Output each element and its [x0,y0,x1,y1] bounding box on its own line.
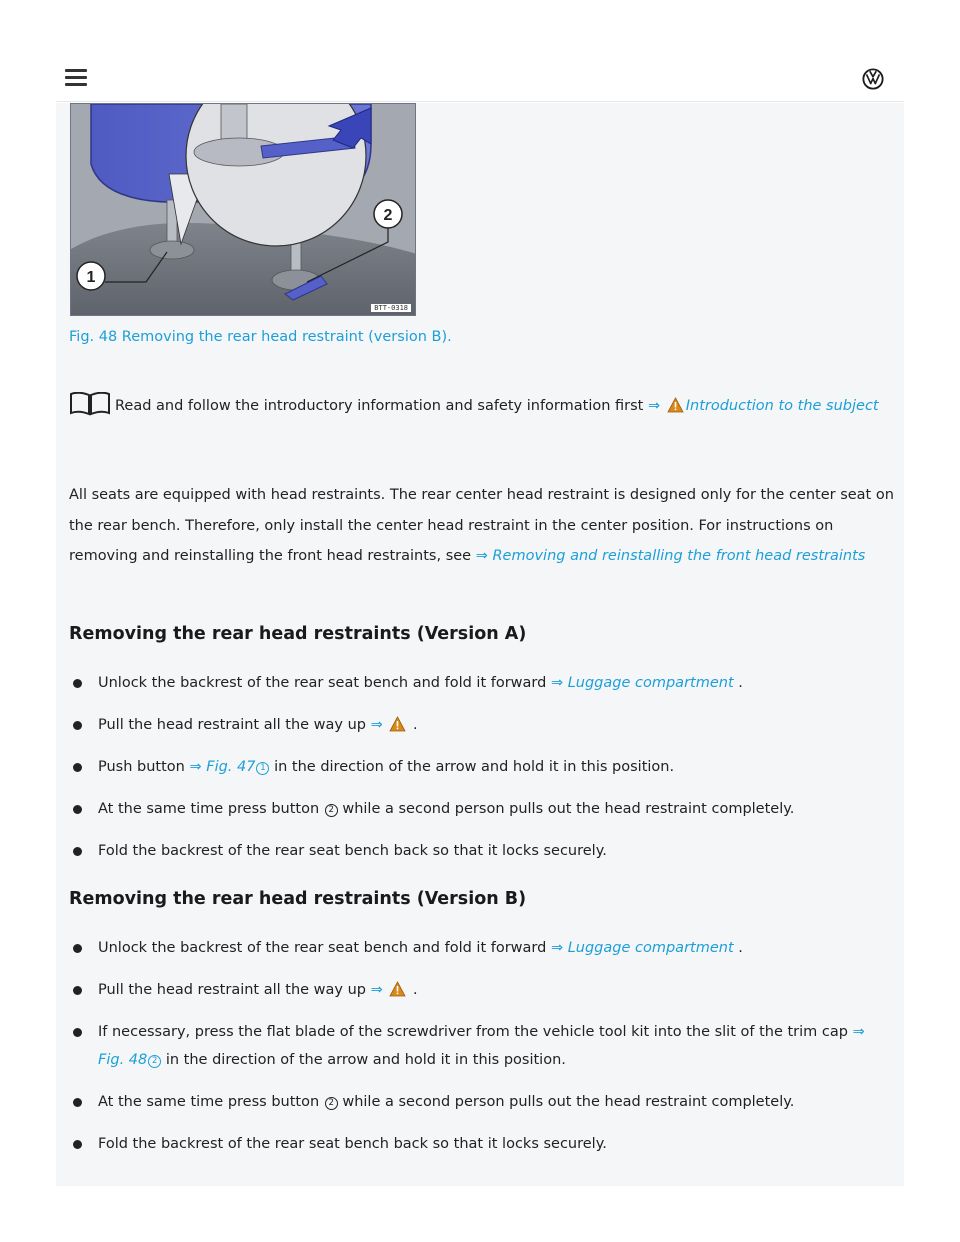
step-text: At the same time press button [98,801,324,817]
step-link[interactable]: ⇒ [370,717,383,733]
step-text: At the same time press button [98,1094,324,1110]
list-item [69,753,894,781]
callout-1: 1 [86,269,96,286]
warning-triangle-icon[interactable] [667,397,684,413]
intro-link-introduction[interactable]: Introduction to the subject [685,398,879,414]
step-link[interactable]: ⇒ Fig. 47 [189,759,256,775]
intro-note [69,392,894,420]
body-paragraph [69,480,894,572]
list-item [69,1018,894,1074]
step-text: Unlock the backrest of the rear seat bench and fold it forward [98,675,551,691]
step-text-end: . [408,717,418,733]
step-text: Pull the head restraint all the way up [98,982,371,998]
list-item [69,976,894,1004]
figure-caption: Fig. 48 Removing the rear head restraint (version B). [69,329,452,345]
button-number-badge: 2 [148,1055,161,1068]
step-text-end: . [733,675,743,691]
intro-text: Read and follow the introductory information and safety information first [115,398,644,414]
list-item [69,795,894,823]
step-text-end: while a second person pulls out the head restraint completely. [337,801,795,817]
intro-arrow[interactable]: ⇒ [647,398,661,414]
list-item [69,669,894,697]
callout-2: 2 [383,207,393,224]
heading-version-b: Removing the rear head restraints (Version B) [69,889,527,909]
steps-version-b [69,934,894,1172]
list-item [69,711,894,739]
figure-head-restraint-image [70,103,416,316]
button-number-badge: 2 [325,804,338,817]
top-bar [56,52,904,102]
steps-version-a [69,669,894,879]
button-number-badge: 2 [325,1097,338,1110]
step-link[interactable]: ⇒ [370,982,383,998]
content-panel [56,103,904,1186]
vw-logo-icon[interactable] [862,68,884,90]
step-text: If necessary, press the flat blade of the screwdriver from the vehicle tool kit into the slit of the trim cap [98,1024,853,1040]
heading-version-a: Removing the rear head restraints (Version A) [69,624,527,644]
list-item [69,934,894,962]
step-text: Push button [98,759,190,775]
open-book-icon [69,392,111,416]
body-text: All seats are equipped with head restraints. The rear center head restraint is designed only for the center seat on the rear bench. Therefore, only install the center head restraint in the center position. For instructions on removing and reinstalling the front head restraints, see [69,487,894,564]
step-text-end: in the direction of the arrow and hold it in this position. [161,1052,566,1068]
warning-triangle-icon[interactable] [389,981,406,997]
step-text: Fold the backrest of the rear seat bench back so that it locks securely. [98,843,607,859]
step-text: Unlock the backrest of the rear seat bench and fold it forward [98,940,551,956]
hamburger-menu-icon[interactable] [65,69,87,89]
list-item [69,1088,894,1116]
step-text-end: . [408,982,418,998]
step-link[interactable]: ⇒ Luggage compartment [550,940,734,956]
button-number-badge: 1 [256,762,269,775]
step-text: Pull the head restraint all the way up [98,717,371,733]
step-text-end: in the direction of the arrow and hold it in this position. [269,759,675,775]
body-link-front-head-restraints[interactable]: ⇒ Removing and reinstalling the front head restraints [475,548,866,564]
step-link[interactable]: ⇒ Luggage compartment [550,675,734,691]
list-item [69,837,894,865]
step-link[interactable]: ⇒ Fig. 48 [98,1024,865,1068]
list-item [69,1130,894,1158]
step-text-end: . [733,940,743,956]
step-text-end: while a second person pulls out the head restraint completely. [337,1094,795,1110]
warning-triangle-icon[interactable] [389,716,406,732]
figure-code: BTT-0318 [371,304,411,312]
step-text: Fold the backrest of the rear seat bench back so that it locks securely. [98,1136,607,1152]
